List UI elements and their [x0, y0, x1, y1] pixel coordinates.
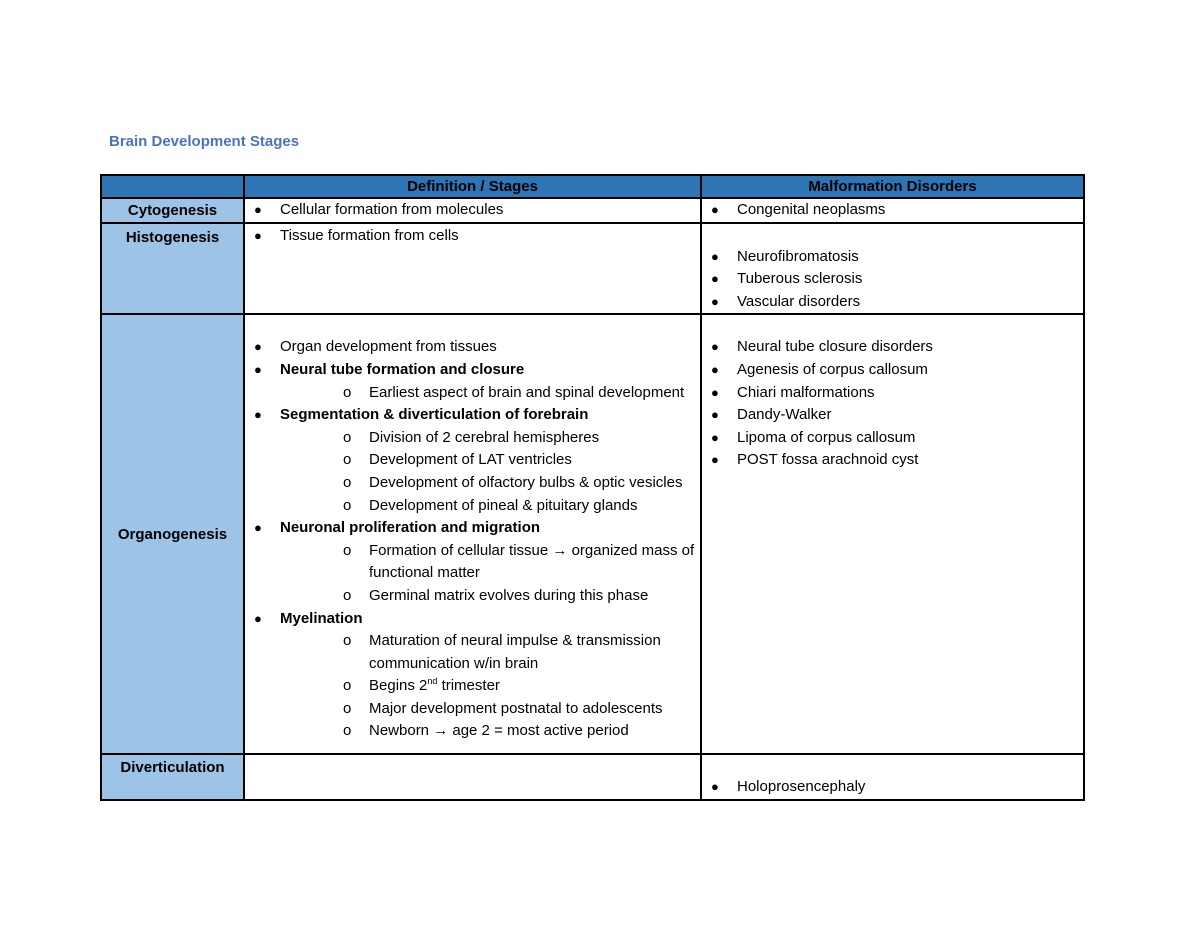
- list-item: [702, 776, 1083, 799]
- row-label-cytogenesis: Cytogenesis: [127, 202, 218, 219]
- list-item-text: Neurofibromatosis: [737, 247, 859, 265]
- list-item: [245, 359, 700, 404]
- list-item-text: Neural tube formation and closure: [280, 360, 525, 378]
- list-item: [702, 291, 1083, 314]
- bullet-icon: ●: [254, 610, 262, 626]
- list-item-text: Dandy-Walker: [737, 406, 832, 424]
- list-item-text: Development of pineal & pituitary glands: [369, 496, 638, 514]
- sub-list-item: [280, 630, 700, 675]
- disorders-cell: [701, 754, 1084, 800]
- header-malformation-disorders: Malformation Disorders: [701, 175, 1084, 198]
- sub-list-item: [280, 698, 700, 721]
- list-item-text: Neuronal proliferation and migration: [280, 519, 541, 537]
- disorders-list: [702, 224, 1083, 314]
- circle-bullet-icon: o: [343, 496, 352, 514]
- list-item-text: Tissue formation from cells: [280, 226, 459, 244]
- row-label-cell: [101, 223, 244, 315]
- list-item-text: Development of olfactory bulbs & optic vesicles: [369, 473, 683, 491]
- bullet-icon: ●: [711, 429, 719, 445]
- sub-list: [280, 382, 700, 405]
- header-cell-empty: [101, 175, 244, 198]
- list-item: [245, 336, 700, 359]
- list-item-text: Division of 2 cerebral hemispheres: [369, 428, 600, 446]
- list-item: [245, 608, 700, 744]
- bullet-icon: ●: [711, 779, 719, 795]
- sub-list-item: [280, 495, 700, 518]
- bullet-icon: ●: [711, 384, 719, 400]
- disorders-cell: [701, 223, 1084, 315]
- sub-list-item: [280, 540, 700, 585]
- sub-list-item: [280, 675, 700, 698]
- sub-list-item: [280, 472, 700, 495]
- bullet-icon: ●: [254, 202, 262, 217]
- list-item-text: Begins 2: [369, 677, 428, 695]
- bullet-icon: ●: [711, 361, 719, 377]
- disorders-list: [702, 315, 1083, 472]
- definition-cell: [244, 754, 701, 800]
- list-item: [702, 359, 1083, 382]
- bullet-icon: ●: [711, 407, 719, 423]
- bullet-icon: ●: [254, 227, 262, 243]
- bullet-icon: ●: [711, 452, 719, 468]
- sub-list: [280, 540, 700, 608]
- sub-list-item: [280, 449, 700, 472]
- list-item-text: Chiari malformations: [737, 383, 875, 401]
- ordinal-superscript: nd: [427, 676, 438, 687]
- list-item: [702, 199, 1083, 222]
- list-item-text: Germinal matrix evolves during this phase: [369, 586, 649, 604]
- list-item-text: Congenital neoplasms: [737, 201, 886, 218]
- definition-cell: [244, 223, 701, 315]
- sub-list: [280, 630, 700, 743]
- circle-bullet-icon: o: [343, 473, 352, 491]
- list-item: [245, 225, 700, 248]
- bullet-icon: ●: [711, 339, 719, 355]
- bullet-icon: ●: [711, 271, 719, 287]
- header-definition-stages: Definition / Stages: [244, 175, 701, 198]
- row-label-diverticulation: Diverticulation: [120, 759, 225, 777]
- disorders-cell: [701, 314, 1084, 754]
- list-item: [245, 404, 700, 517]
- list-item-text: Organ development from tissues: [280, 338, 497, 356]
- definition-cell: [244, 314, 701, 754]
- list-item-text: Vascular disorders: [737, 292, 861, 310]
- list-item-text: Cellular formation from molecules: [280, 201, 504, 218]
- list-item: [245, 199, 700, 222]
- circle-bullet-icon: o: [343, 722, 352, 740]
- list-item-text: POST fossa arachnoid cyst: [737, 451, 919, 469]
- table-row-histogenesis: [101, 223, 1084, 315]
- row-label-organogenesis: Organogenesis: [117, 526, 228, 544]
- list-item: [702, 268, 1083, 291]
- list-item-text: Newborn → age 2 = most active period: [369, 722, 629, 740]
- list-item-text: Segmentation & diverticulation of forebrain: [280, 406, 589, 424]
- list-item-text: Development of LAT ventricles: [369, 451, 572, 469]
- list-item: [702, 449, 1083, 472]
- circle-bullet-icon: o: [343, 586, 352, 604]
- sub-list-item: [280, 427, 700, 450]
- list-item: [702, 246, 1083, 269]
- table-row-organogenesis: [101, 314, 1084, 754]
- list-item-text: Major development postnatal to adolescents: [369, 699, 663, 717]
- table-row-cytogenesis: [101, 198, 1084, 223]
- sub-list: [280, 427, 700, 517]
- list-item-text: Myelination: [280, 609, 363, 627]
- definition-cell: [244, 198, 701, 223]
- definition-list: [245, 315, 700, 743]
- circle-bullet-icon: o: [343, 677, 352, 695]
- bullet-icon: ●: [254, 339, 262, 355]
- disorders-cell: [701, 198, 1084, 223]
- row-label-cell: [101, 754, 244, 800]
- list-item-text: Formation of cellular tissue → organized mass of functional matter: [369, 541, 695, 582]
- row-label-cell: [101, 198, 244, 223]
- circle-bullet-icon: o: [343, 383, 352, 401]
- disorders-list: [702, 755, 1083, 799]
- circle-bullet-icon: o: [343, 541, 352, 559]
- bullet-icon: ●: [711, 293, 719, 309]
- list-item-text: Neural tube closure disorders: [737, 338, 933, 356]
- row-label-cell: [101, 314, 244, 754]
- list-item-text: Maturation of neural impulse & transmission communication w/in brain: [369, 632, 661, 672]
- row-label-histogenesis: Histogenesis: [125, 228, 220, 246]
- list-item-text: Earliest aspect of brain and spinal development: [369, 383, 685, 401]
- bullet-icon: ●: [254, 520, 262, 536]
- circle-bullet-icon: o: [343, 699, 352, 717]
- definition-list: [245, 199, 700, 222]
- circle-bullet-icon: o: [343, 451, 352, 469]
- sub-list-item: [280, 720, 700, 743]
- circle-bullet-icon: o: [343, 632, 352, 650]
- list-item-text: Lipoma of corpus callosum: [737, 428, 916, 446]
- list-item: [702, 404, 1083, 427]
- list-item: [702, 427, 1083, 450]
- sub-list-item: [280, 585, 700, 608]
- list-item-text: Holoprosencephaly: [737, 778, 866, 796]
- circle-bullet-icon: o: [343, 428, 352, 446]
- table-row-diverticulation: [101, 754, 1084, 800]
- sub-list-item: [280, 382, 700, 405]
- list-item: [702, 382, 1083, 405]
- list-item: [702, 336, 1083, 359]
- disorders-list: [702, 199, 1083, 222]
- bullet-icon: ●: [711, 248, 719, 264]
- definition-list: [245, 224, 700, 248]
- list-item-text: Tuberous sclerosis: [737, 270, 863, 288]
- bullet-icon: ●: [254, 407, 262, 423]
- brain-development-table: [100, 174, 1085, 801]
- bullet-icon: ●: [711, 202, 719, 217]
- document-title: Brain Development Stages: [109, 133, 300, 150]
- list-item-text: Agenesis of corpus callosum: [737, 360, 928, 378]
- list-item-text: trimester: [441, 677, 500, 695]
- bullet-icon: ●: [254, 361, 262, 377]
- table-header-row: [101, 175, 1084, 198]
- list-item: [245, 517, 700, 607]
